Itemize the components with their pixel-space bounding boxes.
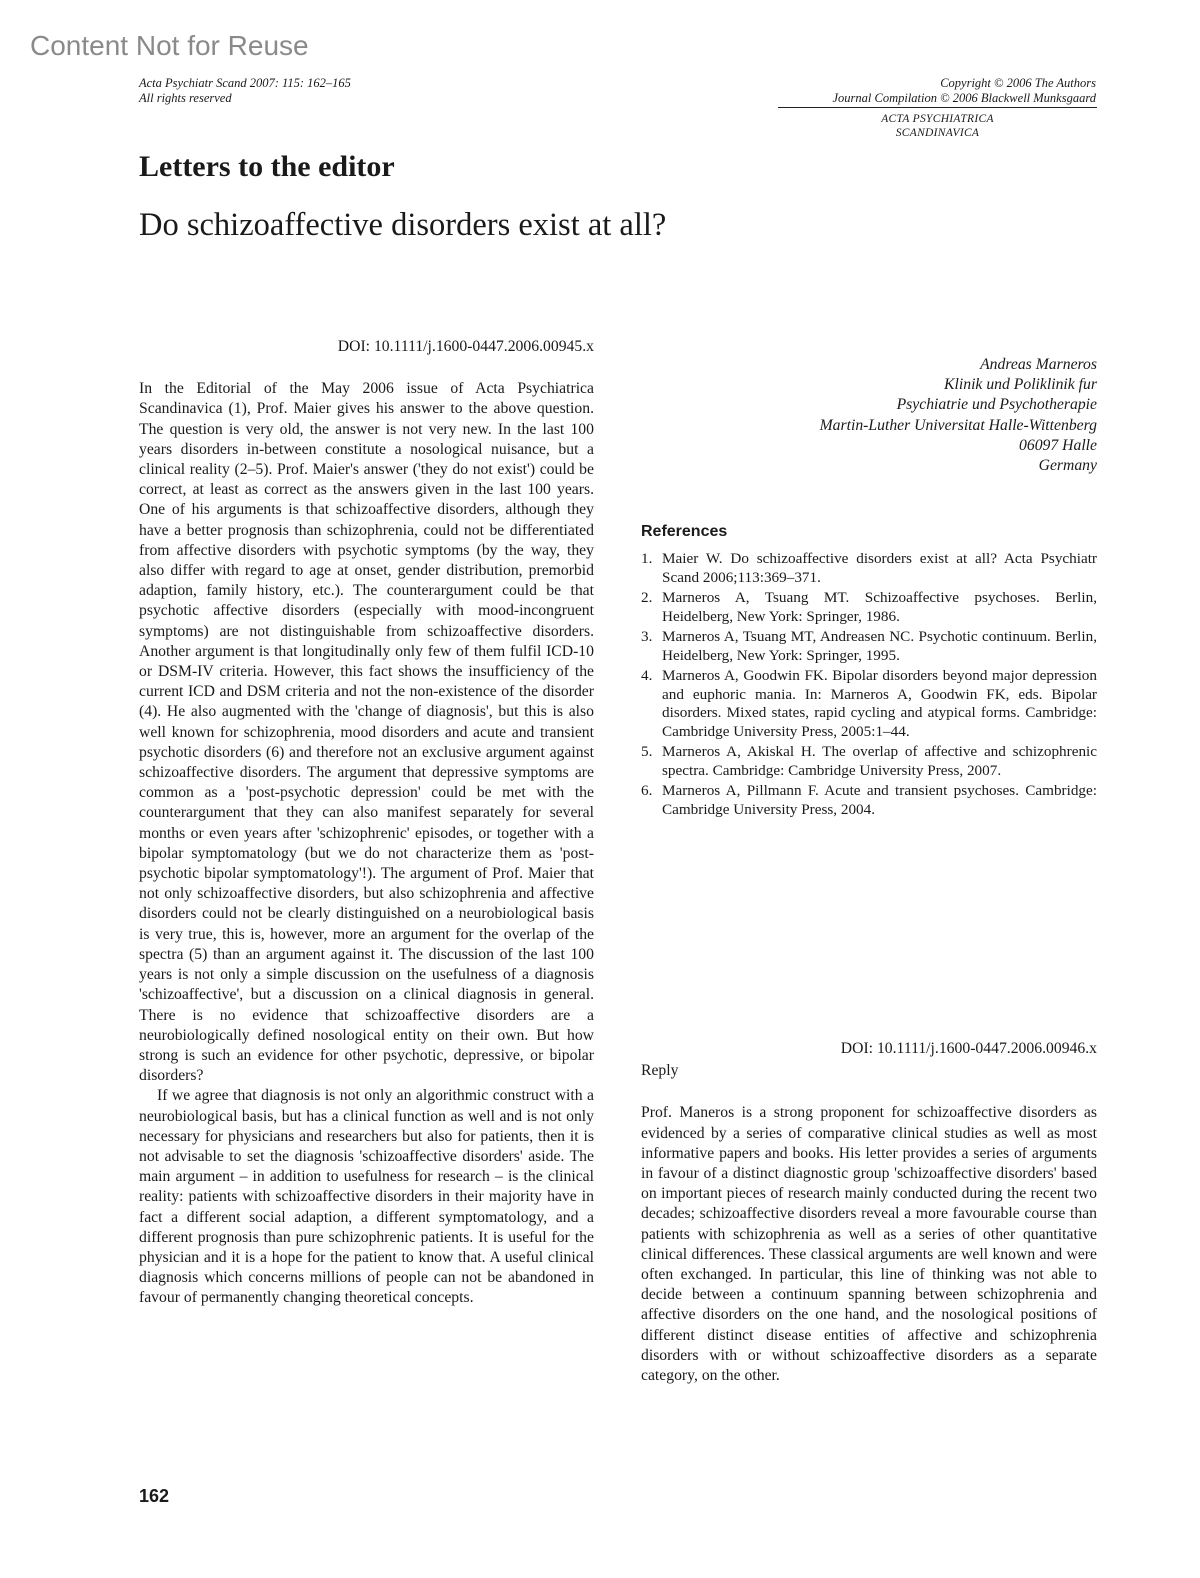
reply-paragraph-1: Prof. Maneros is a strong proponent for schizoaffective disorders as evidenced by a series of comparative clinical studies as well as most informative papers and books. His letter provides a series of arguments in favour of a distinct diagnostic group 'schizoaffective disorders' based on important pieces of research mainly conducted during the recent two decades; schizoaffective disorders reveal a more favourable course than patients with schizophrenia as well as a series of other quantitative clinical differences. These classical arguments are well known and were often exchanged. In particular, this line of thinking was not able to decide between a continuum spanning between schizophrenia and affective disorders on the one hand, and the nosological positions of different distinct disease entities of affective and schizophrenia disorders with or without schizoaffective disorders as a separate category, on the other. (641, 1104, 1097, 1385)
reference-number: 6. (641, 782, 653, 800)
references-heading: References (641, 523, 728, 541)
compilation-line: Journal Compilation © 2006 Blackwell Munksgaard (832, 91, 1096, 105)
signature-line: 06097 Halle (1019, 436, 1097, 454)
copyright-line: Copyright © 2006 The Authors (940, 76, 1096, 90)
article-title: Do schizoaffective disorders exist at all? (139, 207, 667, 243)
page-number: 162 (139, 1486, 170, 1506)
reply-label: Reply (641, 1062, 679, 1080)
signature-line: Psychiatrie und Psychotherapie (896, 396, 1097, 414)
reference-item (641, 743, 1097, 780)
reply-doi: DOI: 10.1111/j.1600-0447.2006.00946.x (840, 1040, 1097, 1057)
reference-number: 5. (641, 743, 653, 761)
signature-line: Martin-Luther Universitat Halle-Wittenberg (819, 416, 1097, 434)
section-title: Letters to the editor (139, 150, 395, 183)
reference-text: Marneros A, Pillmann F. Acute and transient psychoses. Cambridge: Cambridge University Press, 2004. (662, 782, 1097, 818)
reference-text: Maier W. Do schizoaffective disorders exist at all? Acta Psychiatr Scand 2006;113:369–371. (662, 550, 1097, 586)
citation-line: Acta Psychiatr Scand 2007: 115: 162–165 (139, 76, 351, 90)
reference-item (641, 782, 1097, 819)
signature-line: Germany (1038, 457, 1097, 475)
reference-item (641, 628, 1097, 665)
reference-number: 2. (641, 589, 653, 607)
letter-paragraph-2: If we agree that diagnosis is not only an algorithmic construct with a neurobiological basis, but has a clinical function as well and is not only necessary for physicians and researchers but also for patients, then it is not advisable to set the diagnosis 'schizoaffective disorders' aside. The main argument – in addition to usefulness for research – is the clinical reality: patients with schizoaffective disorders in their majority have in fact a different social adaption, a different symptomatology, and a different prognosis than pure schizophrenic patients. It is useful for the physician and it is a hope for the patient to know that. A useful clinical diagnosis which concerns millions of people can not be abandoned in favour of permanently changing theoretical concepts. (139, 1087, 594, 1307)
journal-name-line-1: ACTA PSYCHIATRICA (881, 113, 994, 125)
letter-doi: DOI: 10.1111/j.1600-0447.2006.00945.x (337, 338, 594, 355)
journal-name (778, 112, 1097, 140)
copyright-block (832, 76, 1096, 106)
header-rule (778, 107, 1097, 108)
reference-number: 4. (641, 667, 653, 685)
signature-line: Klinik und Poliklinik fur (944, 376, 1097, 394)
reference-item (641, 667, 1097, 741)
letter-paragraph-1: In the Editorial of the May 2006 issue of Acta Psychiatrica Scandinavica (1), Prof. Maier gives his answer to the above question. The question is very old, the answer is not very new. In the last 100 years disorders in-between constitute a nosological nuisance, but a clinical reality (2–5). Prof. Maier's answer ('they do not exist') could be correct, at least as correct as the answers given in the last 100 years. One of his arguments is that schizoaffective disorders, although they have a better prognosis than schizophrenia, could not be differentiated from affective disorders with psychotic symptoms (by the way, they also differ with regard to age at onset, gender distribution, premorbid adaption, family history, etc.). The counterargument could be that psychotic affective disorders (especially with mood-incongruent symptoms) are not distinguishable from schizoaffective disorders. Another argument is that longitudinally only few of them fulfil ICD-10 or DSM-IV criteria. However, this fact shows the insufficiency of the current ICD and DSM criteria and not the non-existence of the disorder (4). He also augmented with the 'change of diagnosis', but this is also well known for schizophrenia, mood disorders and acute and transient psychotic disorders (6) and therefore not an exclusive argument against schizoaffective disorders. The argument that depressive symptoms are common as a 'post-psychotic depression' could be met with the counterargument that they can also manifest separately for several months or even years after 'schizophrenic' episodes, or together with a bipolar symptomatology (but we do not characterize them as 'post-psychotic bipolar symptomatology'!). The argument of Prof. Maier that not only schizoaffective disorders, but also schizophrenia and affective disorders could not be clearly distinguished on a neurobiological basis is very true, this is, however, more an argument for the overlap of the spectra (5) than an argument against it. The discussion of the last 100 years is not only a simple discussion on the usefulness of a diagnosis 'schizoaffective', but a discussion on a clinical diagnosis in general. There is no evidence that schizoaffective disorders are a neurobiologically defined nosological entity on their own. But how strong is such an evidence for other psychotic, depressive, or bipolar disorders? (139, 380, 594, 1085)
reply-section (641, 1039, 1097, 1386)
reference-text: Marneros A, Akiskal H. The overlap of affective and schizophrenic spectra. Cambridge: Cambridge University Press, 2007. (662, 743, 1097, 779)
references-list (641, 550, 1097, 819)
reference-item (641, 589, 1097, 626)
reference-item (641, 550, 1097, 587)
journal-name-line-2: SCANDINAVICA (895, 127, 980, 139)
signature-line: Andreas Marneros (980, 356, 1097, 373)
reference-text: Marneros A, Tsuang MT, Andreasen NC. Psychotic continuum. Berlin, Heidelberg, New York: Springer, 1995. (662, 628, 1097, 664)
watermark: Content Not for Reuse (30, 30, 309, 61)
author-signature (641, 355, 1097, 476)
left-column (139, 337, 594, 1309)
journal-citation (139, 76, 351, 106)
reference-number: 1. (641, 550, 653, 568)
reference-text: Marneros A, Goodwin FK. Bipolar disorders beyond major depression and euphoric mania. In: Marneros A, Goodwin FK, eds. Bipolar disorders. Mixed states, rapid cycling and atypical forms. Cambridge: Cambridge University Press, 2005:1–44. (662, 667, 1097, 740)
rights-line: All rights reserved (139, 91, 232, 105)
right-column (641, 337, 1097, 821)
reference-text: Marneros A, Tsuang MT. Schizoaffective psychoses. Berlin, Heidelberg, New York: Springer, 1986. (662, 589, 1097, 625)
reference-number: 3. (641, 628, 653, 646)
